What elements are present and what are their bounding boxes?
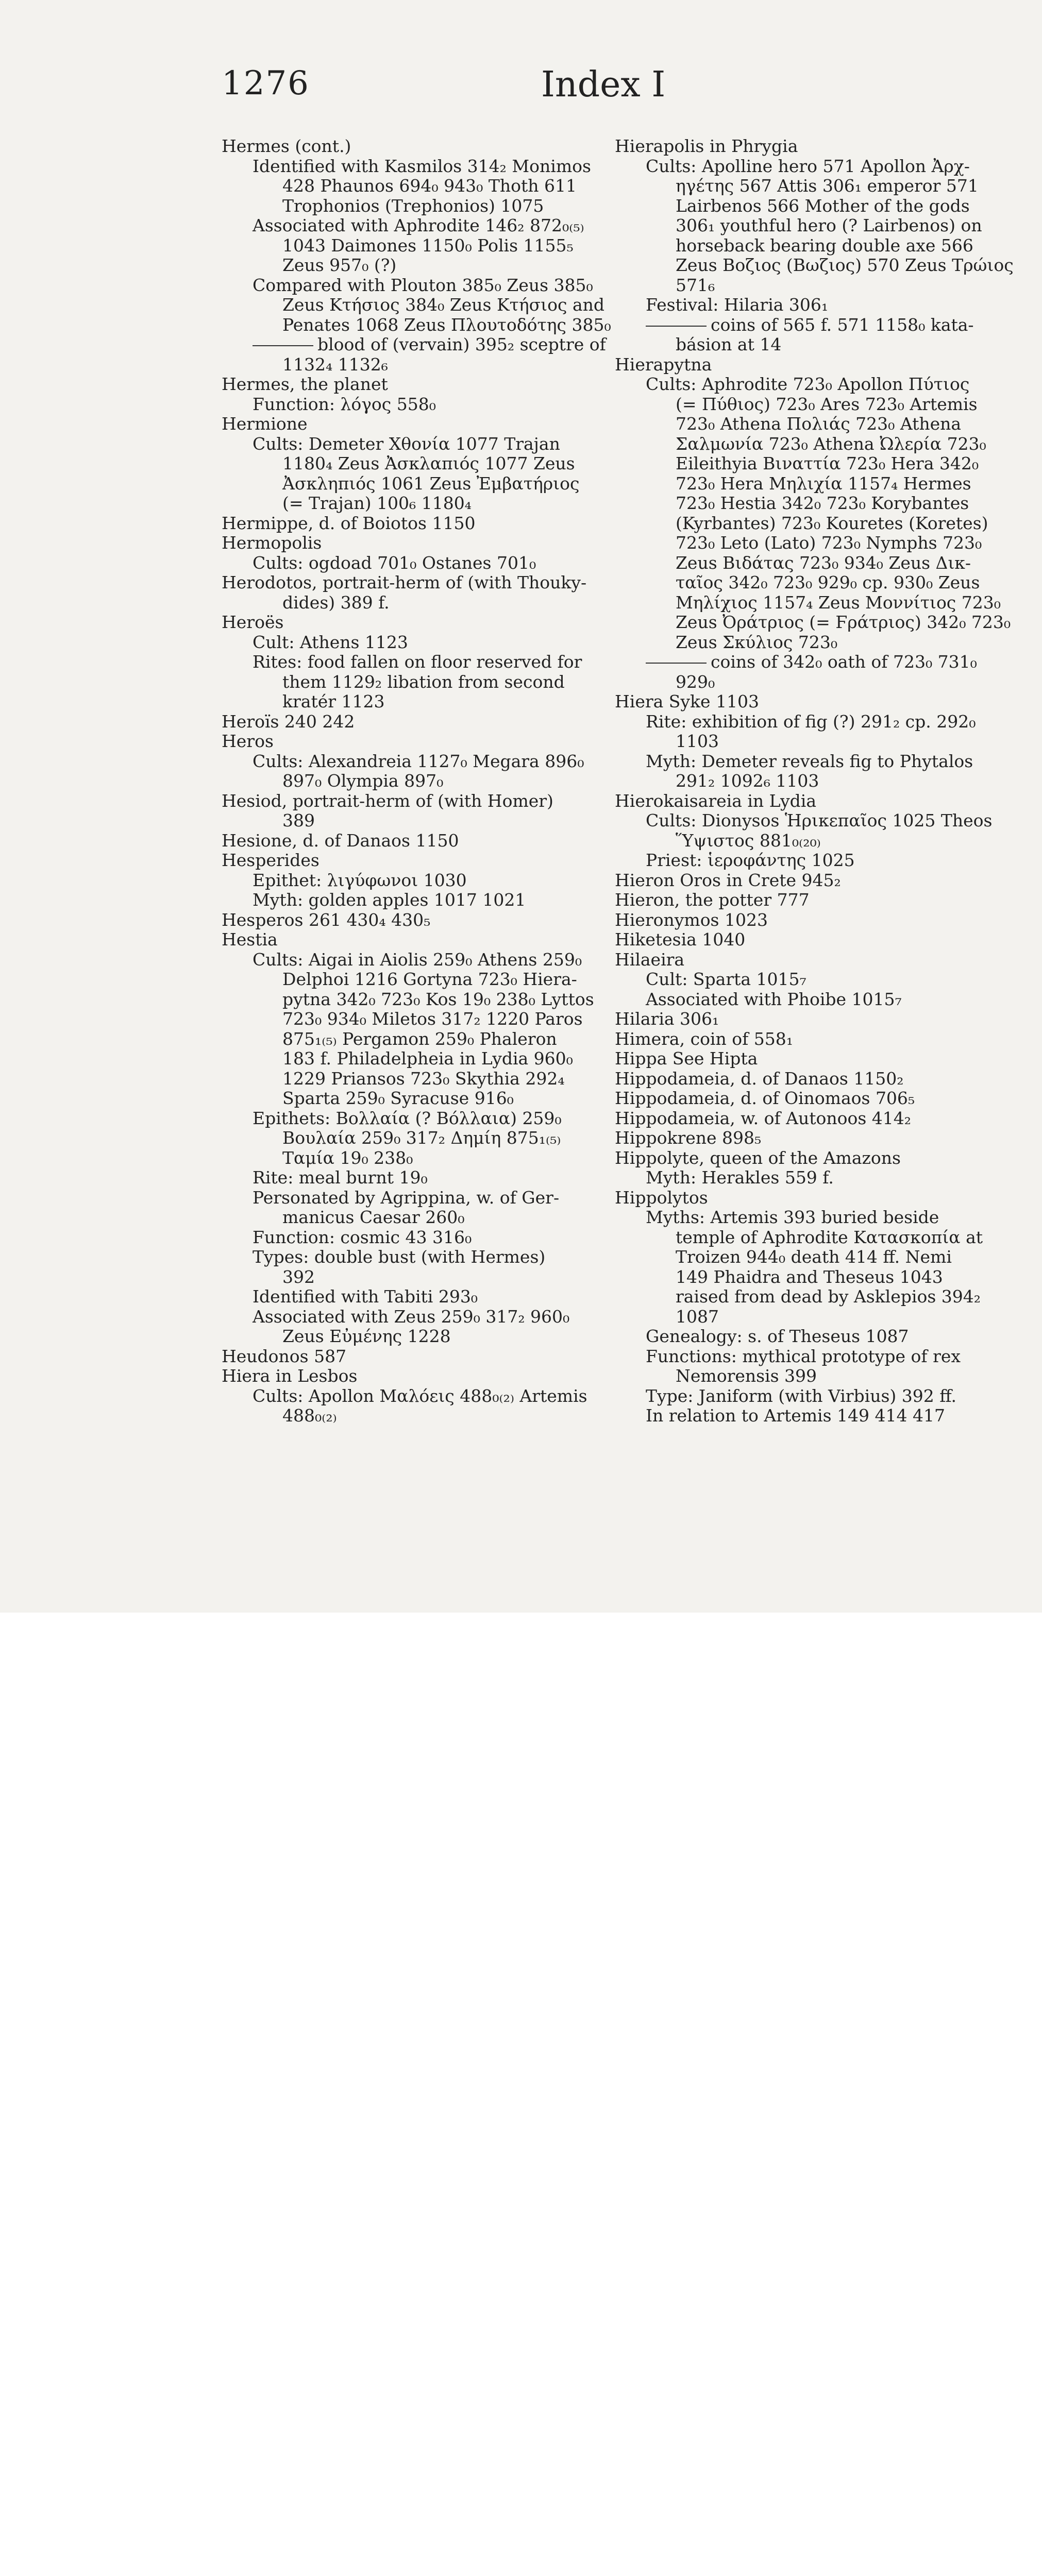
entry-text: Hiera in Lesbos (222, 1366, 358, 1386)
index-entry (615, 1089, 986, 1109)
index-subentry (615, 216, 986, 236)
index-subentry (222, 314, 611, 335)
entry-text: Cults: Apollon Μαλόεις 488₀₍₂₎ Artemis (253, 1385, 587, 1406)
index-subentry (222, 1386, 590, 1406)
entry-text: horseback bearing double axe 566 (676, 235, 973, 256)
index-subentry (222, 970, 590, 990)
entry-text: básion at 14 (676, 334, 782, 354)
index-subentry (615, 255, 1014, 276)
index-entry (222, 851, 590, 871)
index-subentry (615, 712, 986, 732)
entry-text: Hippodameia, w. of Autonoos 414₂ (615, 1108, 912, 1128)
entry-text: 723₀ Leto (Lato) 723₀ Nymphs 723₀ (676, 533, 982, 553)
index-subentry (615, 375, 986, 395)
index-subentry (615, 1366, 986, 1386)
entry-text: Delphoi 1216 Gortyna 723₀ Hiera- (282, 969, 577, 989)
index-subentry (615, 1347, 986, 1367)
entry-text: Heros (222, 731, 274, 751)
entry-text: Lairbenos 566 Mother of the gods (676, 195, 970, 216)
entry-text: 392 (282, 1266, 315, 1287)
entry-text: Hierapytna (615, 354, 712, 375)
index-subentry (615, 732, 986, 752)
entry-text: 149 Phaidra and Theseus 1043 (676, 1266, 943, 1287)
entry-text: (Kyrbantes) 723₀ Kouretes (Koretes) (676, 513, 988, 533)
entry-text: Hieron Oros in Crete 945₂ (615, 870, 841, 890)
entry-text: Hippolytos (615, 1187, 708, 1208)
index-entry (615, 1188, 986, 1208)
index-subentry (222, 1287, 590, 1307)
index-subentry (615, 831, 986, 851)
entry-text: Hermopolis (222, 533, 322, 553)
entry-text: (= Πύθιος) 723₀ Ares 723₀ Artemis (676, 394, 978, 414)
entry-text: Ἀσκληπιός 1061 Zeus Ἐμβατήριος (282, 473, 580, 494)
index-entry (615, 1049, 986, 1069)
index-subentry (222, 474, 590, 494)
index-subentry (615, 970, 986, 990)
entry-text: Hippolyte, queen of the Amazons (615, 1147, 901, 1168)
entry-text: Penates 1068 Zeus Πλουτοδότης 385₀ (282, 314, 611, 335)
entry-text: 1229 Priansos 723₀ Skythia 292₄ (282, 1068, 565, 1089)
entry-text: Functions: mythical prototype of rex (646, 1346, 961, 1366)
index-subentry (222, 1089, 590, 1109)
index-subentry (222, 553, 590, 573)
index-entry (615, 137, 986, 157)
entry-text: 723₀ 934₀ Miletos 317₂ 1220 Paros (282, 1009, 583, 1029)
entry-text: Hiketesia 1040 (615, 929, 746, 950)
entry-text: Cults: Aigai in Aiolis 259₀ Athens 259₀ (253, 949, 582, 970)
index-subentry (615, 276, 986, 296)
entry-text: Associated with Zeus 259₀ 317₂ 960₀ (253, 1306, 570, 1327)
index-subentry (615, 434, 986, 454)
index-subentry (615, 652, 986, 672)
index-subentry (615, 1287, 986, 1307)
index-subentry (222, 196, 590, 216)
index-subentry (222, 652, 590, 672)
ditto-dash (646, 663, 707, 664)
index-entry (222, 573, 590, 593)
entry-text: 1103 (676, 731, 719, 751)
index-subentry (615, 990, 986, 1010)
index-subentry (222, 1009, 590, 1029)
entry-text: Cults: ogdoad 701₀ Ostanes 701₀ (253, 552, 536, 573)
entry-text: Cults: Demeter Χθονία 1077 Trajan (253, 433, 560, 454)
index-subentry (222, 593, 590, 613)
entry-text: Identified with Kasmilos 314₂ Monimos (253, 156, 591, 176)
entry-text: Zeus Ὀράτριος (= Ϝράτριος) 342₀ 723₀ (676, 612, 1011, 632)
entry-text: Hesperos 261 430₄ 430₅ (222, 909, 431, 930)
entry-text: 723₀ Athena Πολιάς 723₀ Athena (676, 414, 962, 434)
entry-text: Myth: golden apples 1017 1021 (253, 890, 526, 910)
entry-text: Epithet: λιγύφωνοι 1030 (253, 870, 467, 890)
entry-text: Hilaria 306₁ (615, 1009, 719, 1029)
index-subentry (615, 1406, 986, 1426)
index-subentry (222, 334, 606, 355)
entry-text: coins of 342₀ oath of 723₀ 731₀ (711, 652, 977, 672)
entry-text: ταῖος 342₀ 723₀ 929₀ cp. 930₀ Zeus (676, 572, 980, 592)
index-column-left (222, 136, 611, 1426)
index-subentry (222, 216, 590, 236)
entry-text: Priest: ἱεροφάντης 1025 (646, 850, 855, 870)
entry-text: Ὕψιστος 881₀₍₂₀₎ (676, 830, 821, 851)
index-subentry (615, 176, 986, 196)
entry-text: Hermippe, d. of Boiotos 1150 (222, 513, 476, 533)
index-subentry (222, 275, 593, 296)
index-entry (615, 1069, 986, 1089)
entry-text: 1043 Daimones 1150₀ Polis 1155₅ (282, 235, 574, 256)
ditto-dash (253, 345, 313, 346)
entry-text: pytna 342₀ 723₀ Kos 19₀ 238₀ Lyttos (282, 989, 594, 1009)
index-subentry (615, 573, 986, 593)
index-entry (615, 910, 986, 930)
index-subentry (222, 692, 590, 712)
entry-text: Sparta 259₀ Syracuse 916₀ (282, 1088, 514, 1108)
index-subentry (222, 1029, 590, 1049)
index-subentry (615, 1247, 986, 1267)
entry-text: Rites: food fallen on floor reserved for (253, 652, 582, 672)
index-subentry (615, 612, 1011, 633)
entry-text: Identified with Tabiti 293₀ (253, 1286, 478, 1307)
index-entry (222, 732, 590, 752)
entry-text: Hermes, the planet (222, 374, 388, 394)
entry-text: 306₁ youthful hero (? Lairbenos) on (676, 215, 982, 235)
index-subentry (222, 1128, 590, 1148)
index-subentry (222, 1228, 590, 1248)
index-subentry (615, 672, 986, 692)
index-subentry (222, 1109, 590, 1129)
entry-text: blood of (vervain) 395₂ sceptre of (317, 334, 606, 354)
entry-text: Cults: Aphrodite 723₀ Apollon Πύτιος (646, 374, 970, 394)
index-entry (615, 791, 986, 811)
entry-text: In relation to Artemis 149 414 417 (646, 1405, 945, 1426)
entry-text: Cults: Alexandreia 1127₀ Megara 896₀ (253, 751, 584, 771)
index-subentry (222, 1168, 590, 1188)
index-subentry (615, 494, 986, 514)
entry-text: 428 Phaunos 694₀ 943₀ Thoth 611 (282, 176, 577, 196)
index-subentry (222, 890, 590, 910)
entry-text: Epithets: Βολλαία (? Βόλλαια) 259₀ (253, 1108, 562, 1128)
index-entry (222, 910, 590, 930)
entry-text: Rite: exhibition of fig (?) 291₂ cp. 292₀ (646, 711, 976, 732)
entry-text: 723₀ Hestia 342₀ 723₀ Korybantes (676, 493, 969, 513)
entry-text: Hiera Syke 1103 (615, 691, 760, 711)
index-subentry (615, 592, 1001, 613)
index-subentry (615, 295, 986, 315)
index-subentry (222, 633, 590, 653)
entry-text: Hierapolis in Phrygia (615, 136, 798, 156)
index-entry (615, 871, 986, 891)
entry-text: Festival: Hilaria 306₁ (646, 295, 829, 315)
index-entry (222, 613, 590, 633)
entry-text: raised from dead by Asklepios 394₂ (676, 1286, 981, 1307)
entry-text: Associated with Aphrodite 146₂ 872₀₍₅₎ (253, 215, 584, 235)
index-subentry (222, 950, 590, 970)
entry-text: Zeus Κτήσιος 384₀ Zeus Κτήσιος and (282, 295, 605, 315)
index-subentry (222, 176, 590, 196)
index-subentry (615, 1307, 986, 1327)
entry-text: ηγέτης 567 Attis 306₁ emperor 571 (676, 176, 979, 196)
index-subentry (222, 1069, 590, 1089)
index-subentry (615, 1386, 986, 1406)
index-subentry (222, 1267, 590, 1287)
entry-text: Troizen 944₀ death 414 ff. Nemi (676, 1247, 952, 1267)
entry-text: Cults: Apolline hero 571 Apollon Ἀρχ- (646, 156, 970, 176)
entry-text: 1180₄ Zeus Ἀσκλαπιός 1077 Zeus (282, 453, 575, 473)
index-subentry (222, 1406, 590, 1426)
entry-text: Hermione (222, 414, 308, 434)
entry-text: Types: double bust (with Hermes) (253, 1247, 546, 1267)
index-subentry (222, 989, 594, 1010)
index-subentry (222, 494, 590, 514)
index-subentry (222, 1247, 590, 1267)
index-subentry (615, 752, 986, 772)
index-subentry (222, 454, 590, 474)
index-subentry (222, 1188, 590, 1208)
index-subentry (615, 1267, 986, 1287)
index-entry (222, 137, 590, 157)
index-entry (222, 712, 590, 732)
entry-text: Hermes (cont.) (222, 136, 351, 156)
entry-text: Hippokrene 898₅ (615, 1128, 762, 1148)
entry-text: kratér 1123 (282, 691, 385, 711)
index-subentry (615, 157, 986, 177)
entry-text: Cult: Athens 1123 (253, 632, 408, 652)
entry-text: coins of 565 f. 571 1158₀ kata- (711, 314, 974, 335)
index-entry (222, 533, 590, 553)
entry-text: Hestia (222, 929, 278, 950)
entry-text: Heudonos 587 (222, 1346, 347, 1366)
index-subentry (222, 295, 605, 315)
entry-text: Eileithyia Βιναττία 723₀ Hera 342₀ (676, 453, 979, 473)
entry-text: temple of Aphrodite Κατασκοπία at (676, 1227, 983, 1247)
entry-text: 897₀ Olympia 897₀ (282, 771, 444, 791)
index-entry (222, 831, 590, 851)
index-subentry (222, 256, 590, 276)
entry-text: Hieronymos 1023 (615, 909, 768, 930)
entry-text: Herodotos, portrait-herm of (with Thouky- (222, 572, 587, 592)
index-entry (222, 791, 590, 811)
index-subentry (615, 514, 986, 534)
index-subentry (615, 395, 986, 415)
index-subentry (222, 771, 590, 791)
index-subentry (615, 474, 986, 494)
index-subentry (615, 771, 986, 791)
index-subentry (615, 810, 993, 831)
index-entry (615, 1109, 986, 1129)
entry-text: 389 (282, 810, 315, 831)
entry-text: Zeus Βοζιος (Βωζιος) 570 Zeus Τρώιος (676, 255, 1014, 275)
entry-text: 291₂ 1092₆ 1103 (676, 771, 819, 791)
entry-text: 183 f. Philadelpheia in Lydia 960₀ (282, 1048, 573, 1069)
index-entry (222, 1347, 590, 1367)
entry-text: Zeus Εὐμένης 1228 (282, 1326, 451, 1346)
entry-text: Hierokaisareia in Lydia (615, 790, 816, 811)
entry-text: 488₀₍₂₎ (282, 1405, 337, 1426)
index-subentry (615, 196, 986, 216)
index-subentry (615, 851, 986, 871)
index-subentry (222, 752, 590, 772)
index-entry (615, 950, 986, 970)
entry-text: 571₆ (676, 275, 715, 295)
entry-text: Βουλαία 259₀ 317₂ Δημίη 875₁₍₅₎ (282, 1128, 561, 1148)
index-subentry (615, 1228, 986, 1248)
entry-text: Personated by Agrippina, w. of Ger- (253, 1187, 560, 1208)
index-subentry (222, 1327, 590, 1347)
entry-text: Hilaeira (615, 949, 685, 970)
index-subentry (615, 414, 986, 434)
entry-text: them 1129₂ libation from second (282, 671, 565, 692)
entry-text: Heroës (222, 612, 284, 632)
entry-text: Trophonios (Trephonios) 1075 (282, 195, 544, 216)
index-subentry (615, 315, 986, 335)
entry-text: Hesione, d. of Danaos 1150 (222, 830, 459, 851)
index-entry (615, 1009, 986, 1029)
entry-text: Myth: Herakles 559 f. (646, 1167, 834, 1188)
entry-text: dides) 389 f. (282, 592, 390, 613)
index-subentry (222, 1208, 590, 1228)
index-column-right (615, 136, 1014, 1426)
entry-text: Hippodameia, d. of Danaos 1150₂ (615, 1068, 904, 1089)
entry-text: Function: λόγος 558₀ (253, 394, 436, 414)
entry-text: Myths: Artemis 393 buried beside (646, 1207, 939, 1227)
entry-text: 723₀ Hera Μηλιχία 1157₄ Hermes (676, 473, 971, 494)
entry-text: Hesiod, portrait-herm of (with Homer) (222, 790, 553, 811)
index-entry (222, 414, 590, 434)
entry-text: 1087 (676, 1306, 719, 1327)
index-subentry (222, 1307, 590, 1327)
index-subentry (615, 236, 986, 256)
index-subentry (615, 1168, 986, 1188)
index-entry (222, 375, 590, 395)
index-entry (222, 930, 590, 950)
entry-text: Cults: Dionysos Ἡρικεπαῖος 1025 Theos (646, 810, 993, 831)
index-subentry (222, 1049, 590, 1069)
index-subentry (615, 533, 986, 553)
index-subentry (222, 157, 590, 177)
entry-text: Nemorensis 399 (676, 1366, 817, 1386)
index-subentry (615, 335, 986, 355)
index-entry (222, 1366, 590, 1386)
entry-text: Associated with Phoibe 1015₇ (646, 989, 902, 1009)
index-entry (615, 1029, 986, 1049)
page-title: Index I (541, 64, 666, 105)
ditto-dash (646, 326, 707, 327)
entry-text: Hesperides (222, 850, 320, 870)
entry-text: Type: Janiform (with Virbius) 392 ff. (646, 1385, 956, 1406)
entry-text: (= Trajan) 100₆ 1180₄ (282, 493, 472, 513)
entry-text: Zeus Βιδάτας 723₀ 934₀ Zeus Δικ- (676, 552, 971, 573)
footer-bar (0, 1613, 1042, 1708)
entry-text: Σαλμωνία 723₀ Athena Ὠλερία 723₀ (676, 433, 986, 454)
entry-text: Genealogy: s. of Theseus 1087 (646, 1326, 909, 1346)
index-subentry (222, 1148, 590, 1168)
index-subentry (615, 1327, 986, 1347)
index-subentry (222, 355, 590, 375)
index-entry (222, 514, 590, 534)
entry-text: Cult: Sparta 1015₇ (646, 969, 806, 989)
index-entry (615, 355, 986, 375)
index-entry (615, 890, 986, 910)
page-number: 1276 (222, 64, 310, 103)
entry-text: Myth: Demeter reveals fig to Phytalos (646, 751, 973, 771)
index-subentry (615, 454, 986, 474)
index-entry (615, 1128, 986, 1148)
entry-text: Μηλίχιος 1157₄ Zeus Μοννίτιος 723₀ (676, 592, 1001, 613)
entry-text: Hieron, the potter 777 (615, 890, 810, 910)
entry-text: Himera, coin of 558₁ (615, 1028, 794, 1049)
entry-text: manicus Caesar 260₀ (282, 1207, 465, 1227)
entry-text: 929₀ (676, 671, 715, 692)
index-subentry (222, 871, 590, 891)
index-subentry (222, 395, 590, 415)
index-subentry (615, 553, 986, 573)
index-subentry (615, 633, 986, 653)
entry-text: Hippa See Hipta (615, 1048, 758, 1069)
entry-text: Function: cosmic 43 316₀ (253, 1227, 472, 1247)
entry-text: Ταμία 19₀ 238₀ (282, 1147, 413, 1168)
index-subentry (615, 1208, 986, 1228)
entry-text: Compared with Plouton 385₀ Zeus 385₀ (253, 275, 593, 295)
index-subentry (222, 811, 590, 831)
entry-text: Zeus 957₀ (?) (282, 255, 397, 275)
entry-text: 875₁₍₅₎ Pergamon 259₀ Phaleron (282, 1028, 557, 1049)
index-subentry (222, 672, 590, 692)
index-subentry (222, 434, 590, 454)
entry-text: Heroïs 240 242 (222, 711, 355, 732)
entry-text: Hippodameia, d. of Oinomaos 706₅ (615, 1088, 915, 1108)
index-entry (615, 1148, 986, 1168)
index-entry (615, 692, 986, 712)
index-subentry (222, 236, 590, 256)
entry-text: 1132₄ 1132₆ (282, 354, 388, 375)
entry-text: Rite: meal burnt 19₀ (253, 1167, 428, 1188)
entry-text: Zeus Σκύλιος 723₀ (676, 632, 838, 652)
index-entry (615, 930, 986, 950)
